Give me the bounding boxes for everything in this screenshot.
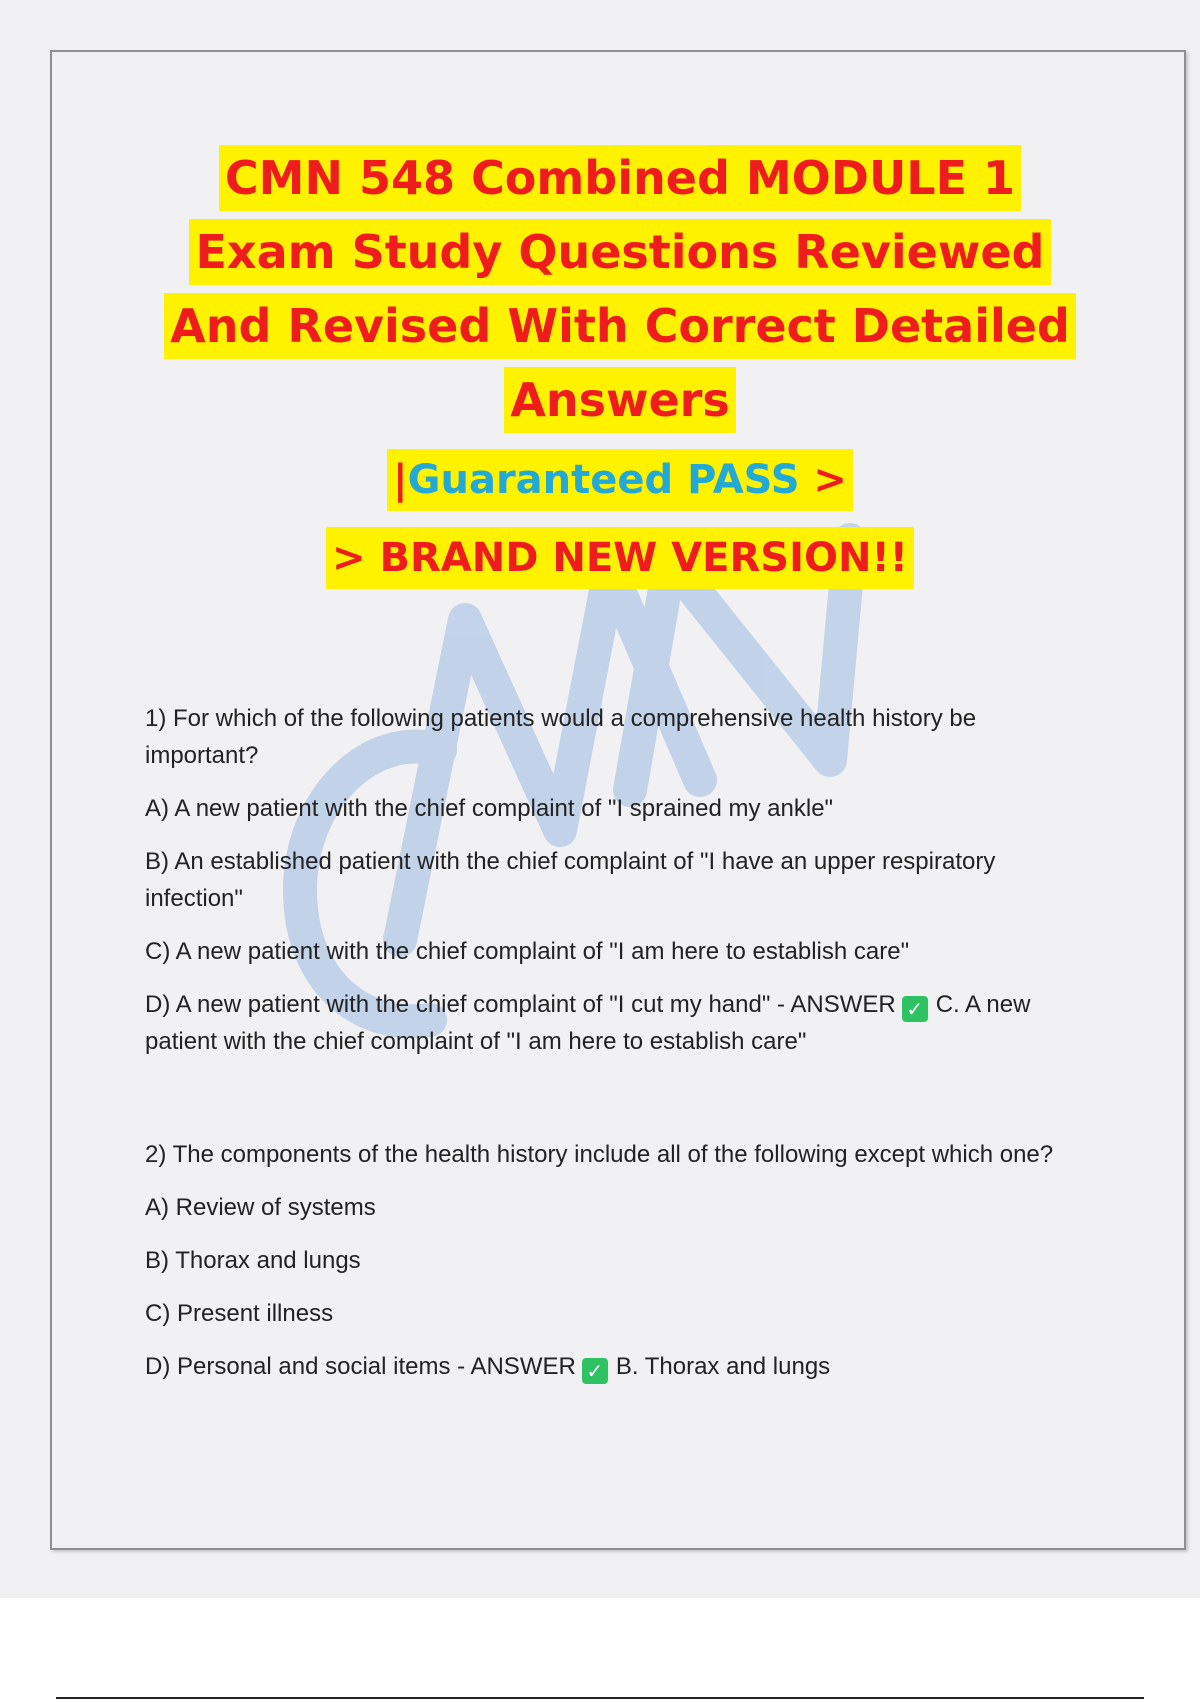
option-a: A) A new patient with the chief complaint of "I sprained my ankle" bbox=[145, 795, 834, 822]
subtitle-version-text: > BRAND NEW VERSION!! bbox=[326, 527, 914, 589]
option-d: D) Personal and social items - ANSWER bbox=[145, 1353, 576, 1380]
question-prompt: 2) The components of the health history include all of the following except which one? bbox=[145, 1141, 1054, 1168]
check-mark-icon: ✓ bbox=[582, 1358, 608, 1384]
question-block-2 bbox=[145, 1136, 1095, 1385]
subtitle-guaranteed-text: Guaranteed PASS bbox=[407, 457, 800, 503]
title-line-3: And Revised With Correct Detailed bbox=[164, 293, 1076, 359]
subtitle-guaranteed bbox=[100, 449, 1140, 527]
check-mark-icon: ✓ bbox=[902, 996, 928, 1022]
question-block-1 bbox=[145, 700, 1095, 1060]
option-c: C) Present illness bbox=[145, 1300, 334, 1327]
title-line-1: CMN 548 Combined MODULE 1 bbox=[219, 145, 1021, 211]
option-b: B) Thorax and lungs bbox=[145, 1247, 361, 1274]
answer-text: B. Thorax and lungs bbox=[615, 1353, 831, 1380]
subtitle-arrow: > bbox=[799, 457, 847, 503]
title-line-4: Answers bbox=[504, 367, 736, 433]
subtitle-version bbox=[100, 527, 1140, 605]
bottom-divider bbox=[56, 1697, 1144, 1699]
option-d-with-answer bbox=[145, 986, 1095, 1060]
option-b: B) An established patient with the chief complaint of "I have an upper respiratory infection" bbox=[145, 848, 996, 912]
questions-content bbox=[145, 700, 1095, 1401]
option-d-with-answer bbox=[145, 1348, 1095, 1385]
option-c: C) A new patient with the chief complaint of "I am here to establish care" bbox=[145, 938, 910, 965]
option-d: D) A new patient with the chief complaint of "I cut my hand" - ANSWER bbox=[145, 991, 896, 1018]
answer-text: C. A new patient with the chief complaint of "I am here to establish care" bbox=[145, 991, 1031, 1055]
option-a: A) Review of systems bbox=[145, 1194, 376, 1221]
question-prompt: 1) For which of the following patients would a comprehensive health history be important? bbox=[145, 705, 977, 769]
subtitle-bar: | bbox=[393, 457, 408, 503]
title-block bbox=[100, 145, 1140, 605]
title-line-2: Exam Study Questions Reviewed bbox=[189, 219, 1050, 285]
